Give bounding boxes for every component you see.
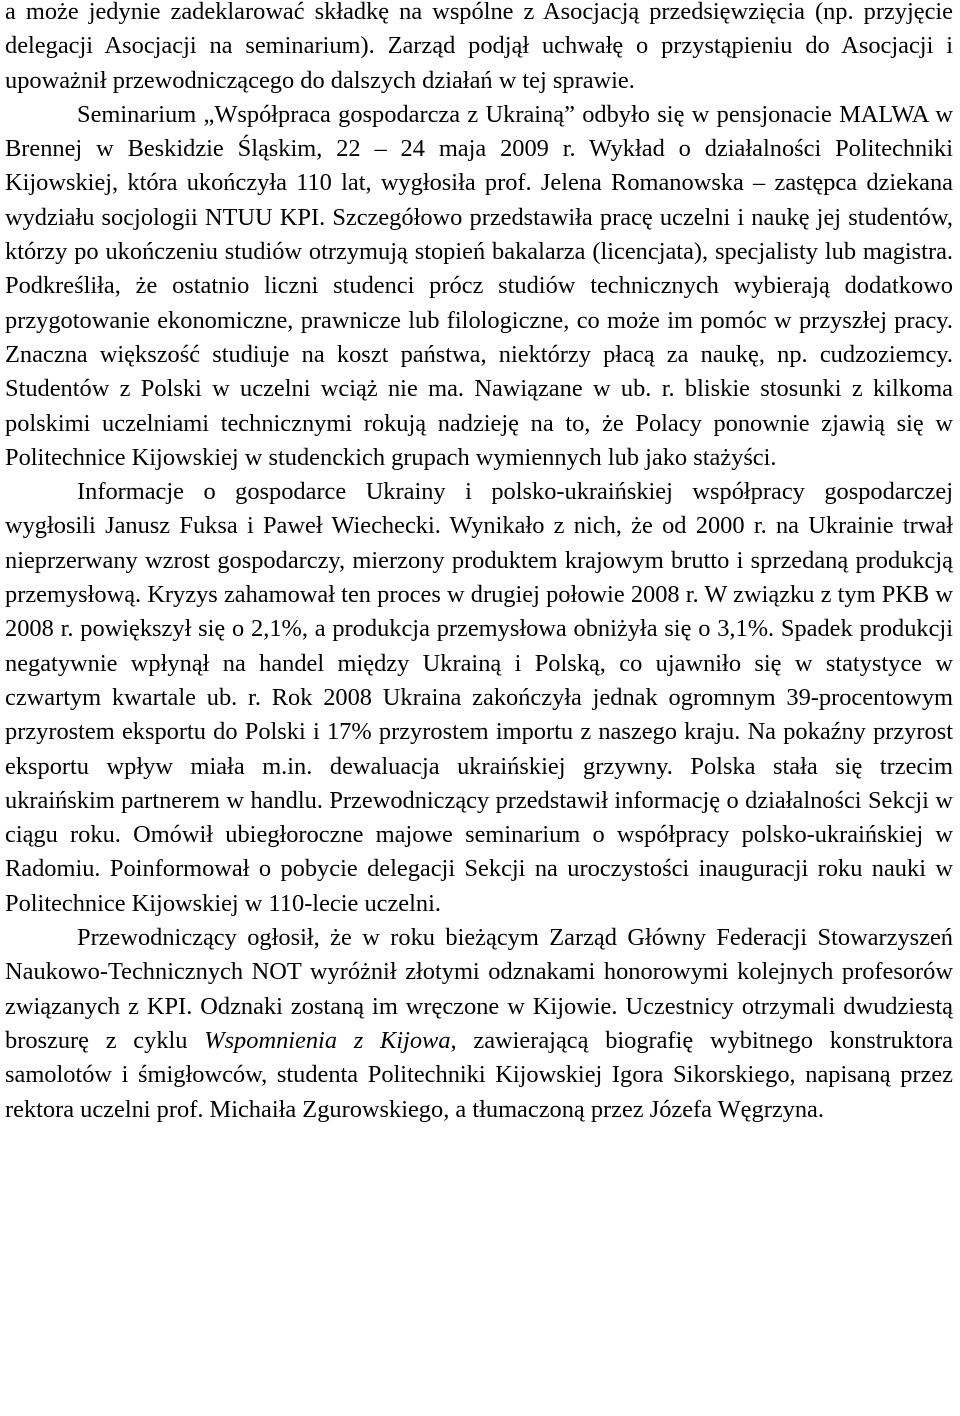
paragraph-honours-text-start: Przewodniczący ogłosił, że w roku bieżącym Zarząd Główny Federacji Stowarzyszeń Naukowo-Technicznych NOT wyróżnił złotymi odznakami honorowymi kolejnych profesorów związanych z KPI. Odznaki zostaną im wręczone w Kijowie. Uczestnicy otrzymali dwudziestą broszurę z cyklu (5, 924, 953, 1054)
paragraph-seminar: Seminarium „Współpraca gospodarcza z Ukrainą” odbyło się w pensjonacie MALWA w Brennej w Beskidzie Śląskim, 22 – 24 maja 2009 r. Wykład o działalności Politechniki Kijowskiej, która ukończyła 110 lat, wygłosiła prof. Jelena Romanowska – zastępca dziekana wydziału socjologii NTUU KPI. Szczegółowo przedstawiła pracę uczelni i naukę jej studentów, którzy po ukończeniu studiów otrzymują stopień bakalarza (licencjata), specjalisty lub magistra. Podkreśliła, że ostatnio liczni studenci prócz studiów technicznych wybierają dodatkowo przygotowanie ekonomiczne, prawnicze lub filologiczne, co może im pomóc w przyszłej pracy. Znaczna większość studiuje na koszt państwa, niektórzy płacą za naukę, np. cudzoziemcy. Studentów z Polski w uczelni wciąż nie ma. Nawiązane w ub. r. bliskie stosunki z kilkoma polskimi uczelniami technicznymi rokują nadzieję na to, że Polacy ponownie zjawią się w Politechnice Kijowskiej w studenckich grupach wymiennych lub jako stażyści. (5, 100, 953, 471)
document-page (5, 0, 953, 1127)
brochure-title: Wspomnienia z Kijowa (204, 1026, 451, 1054)
paragraph-honours-text-end: , zawierającą biografię wybitnego konstruktora samolotów i śmigłowców, studenta Politechniki Kijowskiej Igora Sikorskiego, napisaną przez rektora uczelni prof. Michaiła Zgurowskiego, a tłumaczoną przez Józefa Węgrzyna. (5, 1026, 953, 1123)
paragraph-association: a może jedynie zadeklarować składkę na wspólne z Asocjacją przedsięwzięcia (np. przyjęcie delegacji Asocjacji na seminarium). Zarząd podjął uchwałę o przystąpieniu do Asocjacji i upoważnił przewodniczącego do dalszych działań w tej sprawie. (5, 0, 953, 94)
paragraph-honours (5, 921, 953, 1127)
paragraph-economy: Informacje o gospodarce Ukrainy i polsko-ukraińskiej współpracy gospodarczej wygłosili Janusz Fuksa i Paweł Wiechecki. Wynikało z nich, że od 2000 r. na Ukrainie trwał nieprzerwany wzrost gospodarczy, mierzony produktem krajowym brutto i sprzedaną produkcją przemysłową. Kryzys zahamował ten proces w drugiej połowie 2008 r. W związku z tym PKB w 2008 r. powiększył się o 2,1%, a produkcja przemysłowa obniżyła się o 3,1%. Spadek produkcji negatywnie wpłynął na handel między Ukrainą i Polską, co ujawniło się w statystyce w czwartym kwartale ub. r. Rok 2008 Ukraina zakończyła jednak ogromnym 39-procentowym przyrostem eksportu do Polski i 17% przyrostem importu z naszego kraju. Na pokaźny przyrost eksportu wpływ miała m.in. dewaluacja ukraińskiej grzywny. Polska stała się trzecim ukraińskim partnerem w handlu. Przewodniczący przedstawił informację o działalności Sekcji w ciągu roku. Omówił ubiegłoroczne majowe seminarium o współpracy polsko-ukraińskiej w Radomiu. Poinformował o pobycie delegacji Sekcji na uroczystości inauguracji roku nauki w Politechnice Kijowskiej w 110-lecie uczelni. (5, 478, 953, 917)
